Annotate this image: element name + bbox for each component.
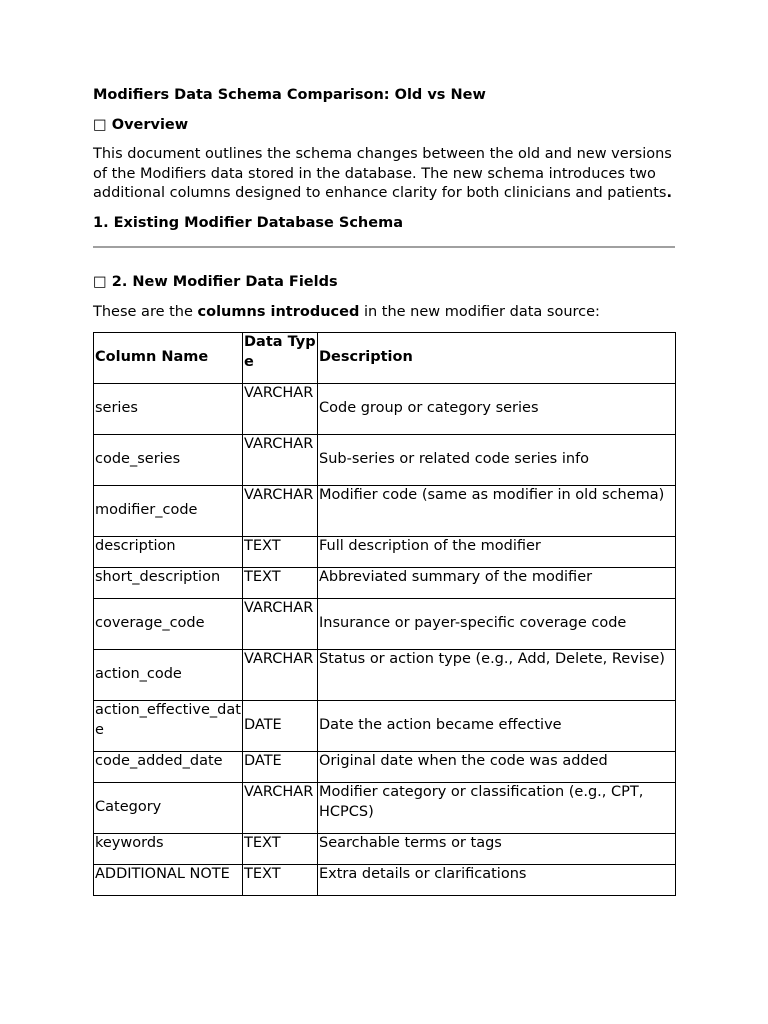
table-row: [94, 384, 676, 435]
cell-column-name: action_code: [94, 650, 243, 701]
table-row: [94, 834, 676, 865]
cell-data-type: DATE: [243, 752, 318, 783]
cell-data-type: VARCHAR: [243, 486, 318, 537]
cell-column-name: code_series: [94, 435, 243, 486]
cell-data-type: VARCHAR: [243, 599, 318, 650]
cell-data-type: TEXT: [243, 568, 318, 599]
cell-column-name: short_description: [94, 568, 243, 599]
cell-column-name: modifier_code: [94, 486, 243, 537]
cell-data-type: TEXT: [243, 537, 318, 568]
header-column-name: Column Name: [94, 333, 243, 384]
intro-text-bold: columns introduced: [197, 303, 360, 320]
section2-intro: [93, 303, 675, 323]
table-row: [94, 486, 676, 537]
table-row: [94, 865, 676, 896]
cell-description: Searchable terms or tags: [318, 834, 676, 865]
overview-text: This document outlines the schema changes between the old and new versions of the Modifiers data stored in the database. The new schema introduces two additional columns designed to enhance clarity for both clinicians and patients: [93, 146, 672, 201]
cell-data-type: VARCHAR: [243, 783, 318, 834]
table-row: [94, 599, 676, 650]
intro-text-after: in the new modifier data source:: [359, 303, 600, 320]
cell-description: Abbreviated summary of the modifier: [318, 568, 676, 599]
cell-description: Status or action type (e.g., Add, Delete, Revise): [318, 650, 676, 701]
cell-description: Code group or category series: [318, 384, 676, 435]
cell-column-name: Category: [94, 783, 243, 834]
table-row: [94, 650, 676, 701]
cell-column-name: code_added_date: [94, 752, 243, 783]
cell-column-name: ADDITIONAL NOTE: [94, 865, 243, 896]
table-row: [94, 701, 676, 752]
intro-text-before: These are the: [93, 303, 198, 320]
section1-heading: 1. Existing Modifier Database Schema: [93, 214, 403, 231]
cell-description: Sub-series or related code series info: [318, 435, 676, 486]
overview-heading: □ Overview: [93, 116, 189, 133]
cell-description: Insurance or payer-specific coverage code: [318, 599, 676, 650]
cell-data-type: TEXT: [243, 865, 318, 896]
cell-column-name: keywords: [94, 834, 243, 865]
cell-data-type: TEXT: [243, 834, 318, 865]
table-row: [94, 568, 676, 599]
cell-column-name: description: [94, 537, 243, 568]
table-row: [94, 435, 676, 486]
table-row: [94, 783, 676, 834]
cell-column-name: action_effective_date: [94, 701, 243, 752]
overview-text-end: .: [666, 185, 672, 201]
cell-column-name: coverage_code: [94, 599, 243, 650]
overview-paragraph: [93, 145, 675, 204]
cell-description: Extra details or clarifications: [318, 865, 676, 896]
cell-description: Date the action became effective: [318, 701, 676, 752]
cell-data-type: VARCHAR: [243, 384, 318, 435]
cell-description: Full description of the modifier: [318, 537, 676, 568]
table-row: [94, 752, 676, 783]
header-description: Description: [318, 333, 676, 384]
cell-data-type: VARCHAR: [243, 435, 318, 486]
table-row: [94, 537, 676, 568]
horizontal-divider: [93, 246, 675, 248]
document-page: [93, 86, 675, 896]
cell-column-name: series: [94, 384, 243, 435]
schema-table: [93, 332, 676, 896]
table-header-row: [94, 333, 676, 384]
header-data-type: Data Type: [243, 333, 318, 384]
section2-heading: □ 2. New Modifier Data Fields: [93, 274, 338, 290]
cell-data-type: DATE: [243, 701, 318, 752]
cell-data-type: VARCHAR: [243, 650, 318, 701]
cell-description: Modifier category or classification (e.g., CPT, HCPCS): [318, 783, 676, 834]
cell-description: Original date when the code was added: [318, 752, 676, 783]
cell-description: Modifier code (same as modifier in old schema): [318, 486, 676, 537]
document-title: Modifiers Data Schema Comparison: Old vs New: [93, 87, 486, 103]
